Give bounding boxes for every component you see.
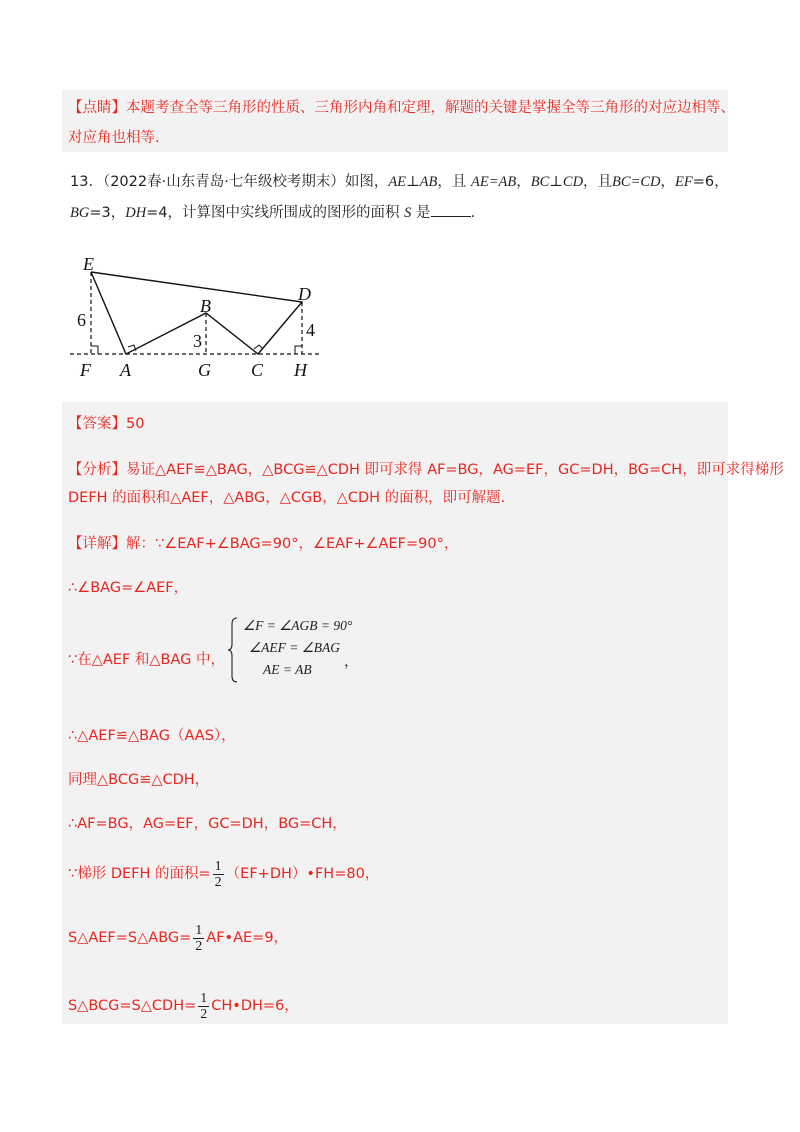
q-text: ，且 [437,174,472,190]
fraction-half [193,923,204,954]
q-text: ， [660,174,676,190]
detail-label: 【详解】 [68,536,126,552]
analysis-label: 【分析】 [68,462,126,478]
answer-line [68,414,144,434]
label-a: A [120,360,131,380]
q-dh: DH [125,205,147,221]
detail-line-6: ∴AF=BG，AG=EF，GC=DH，BG=CH， [68,816,347,832]
system-row-1: ∠F = ∠AGB = 90° [243,618,353,633]
analysis-text-1: 易证△AEF≌△BAG，△BCG≌△CDH 即可求得 AF=BG，AG=EF，GC=DH，BG=CH，即可求得梯形 [126,462,784,478]
equation-system [227,616,353,684]
system-row-3: AE = AB [263,662,312,677]
right-angle-h [295,346,302,354]
frac-den: 2 [195,938,203,954]
q-text: =3， [89,205,126,221]
detail-line-8 [68,922,288,954]
fraction-half [198,991,209,1022]
label-d: D [298,284,311,304]
question-source: （2022春·山东青岛·七年级校考期末）如图， [102,174,389,190]
detail-text-1: 解：∵∠EAF+∠BAG=90°，∠EAF+∠AEF=90°， [126,536,459,552]
q-text: ，且 [583,174,613,190]
frac-den: 2 [200,1006,208,1022]
frac-num: 1 [214,858,222,874]
geometry-figure [70,246,330,386]
length-dh: 4 [306,320,315,340]
triangle-area-text-2: S△BCG=S△CDH= [68,998,197,1014]
frac-den: 2 [214,874,222,890]
cond-ae-eq-ab: AE=AB [471,174,517,190]
triangle-area-value: AF•AE=9， [206,930,289,946]
label-c: C [251,360,264,380]
q-text: 是 [411,205,431,221]
detail-line-5: 同理△BCG≌△CDH， [68,772,210,788]
fraction-half [213,859,224,890]
trapezoid-area-text: ∵梯形 DEFH 的面积= [68,866,211,882]
right-angle-f [91,346,98,354]
detail-line-3: ∵在△AEF 和△BAG 中， [68,652,226,668]
label-e: E [83,254,94,274]
question-line-1 [70,172,729,192]
frac-num: 1 [195,922,203,938]
triangle-area-text: S△AEF=S△ABG= [68,930,192,946]
question-line-2 [70,202,475,223]
detail-line-4: ∴△AEF≌△BAG（AAS）， [68,728,236,744]
q-text: =6， [692,174,729,190]
frac-num: 1 [200,990,208,1006]
system-row-2: ∠AEF = ∠BAG [249,640,341,655]
right-angle-c [254,345,263,349]
analysis-line-1 [68,460,784,480]
system-end: ， [344,654,359,670]
length-bg: 3 [193,331,202,351]
note-line-2: 对应角也相等. [68,130,160,146]
answer-label: 【答案】 [68,416,126,432]
label-f: F [80,360,91,380]
trapezoid-area-value: （EF+DH）•FH=80， [225,866,380,882]
answer-value: 50 [126,416,145,432]
q-bg: BG [70,205,90,221]
note-line-1: 【点睛】本题考查全等三角形的性质、三角形内角和定理，解题的关键是掌握全等三角形的对应边相等、 [68,100,735,116]
detail-line-1 [68,534,458,554]
q-text: =4，计算图中实线所围成的图形的面积 [146,205,405,221]
label-b: B [200,296,211,316]
q-text: . [470,205,476,221]
cond-ae-perp-ab: AE⊥AB [388,174,438,190]
triangle-area-value-2: CH•DH=6， [211,998,299,1014]
cond-bc-perp-cd: BC⊥CD [530,174,584,190]
cond-ef: EF [675,174,693,190]
answer-blank [431,202,471,217]
q-text: ， [516,174,531,190]
detail-line-7 [68,858,379,890]
left-brace-icon [227,616,239,684]
q-s: S [404,205,412,221]
detail-line-2: ∴∠BAG=∠AEF， [68,580,189,596]
label-h: H [294,360,307,380]
detail-line-9 [68,990,299,1022]
cond-bc-eq-cd: BC=CD [612,174,661,190]
analysis-line-2: DEFH 的面积和△AEF，△ABG，△CGB，△CDH 的面积，即可解题. [68,490,506,506]
question-number: 13． [70,174,103,190]
length-ef: 6 [77,310,86,330]
label-g: G [198,360,211,380]
